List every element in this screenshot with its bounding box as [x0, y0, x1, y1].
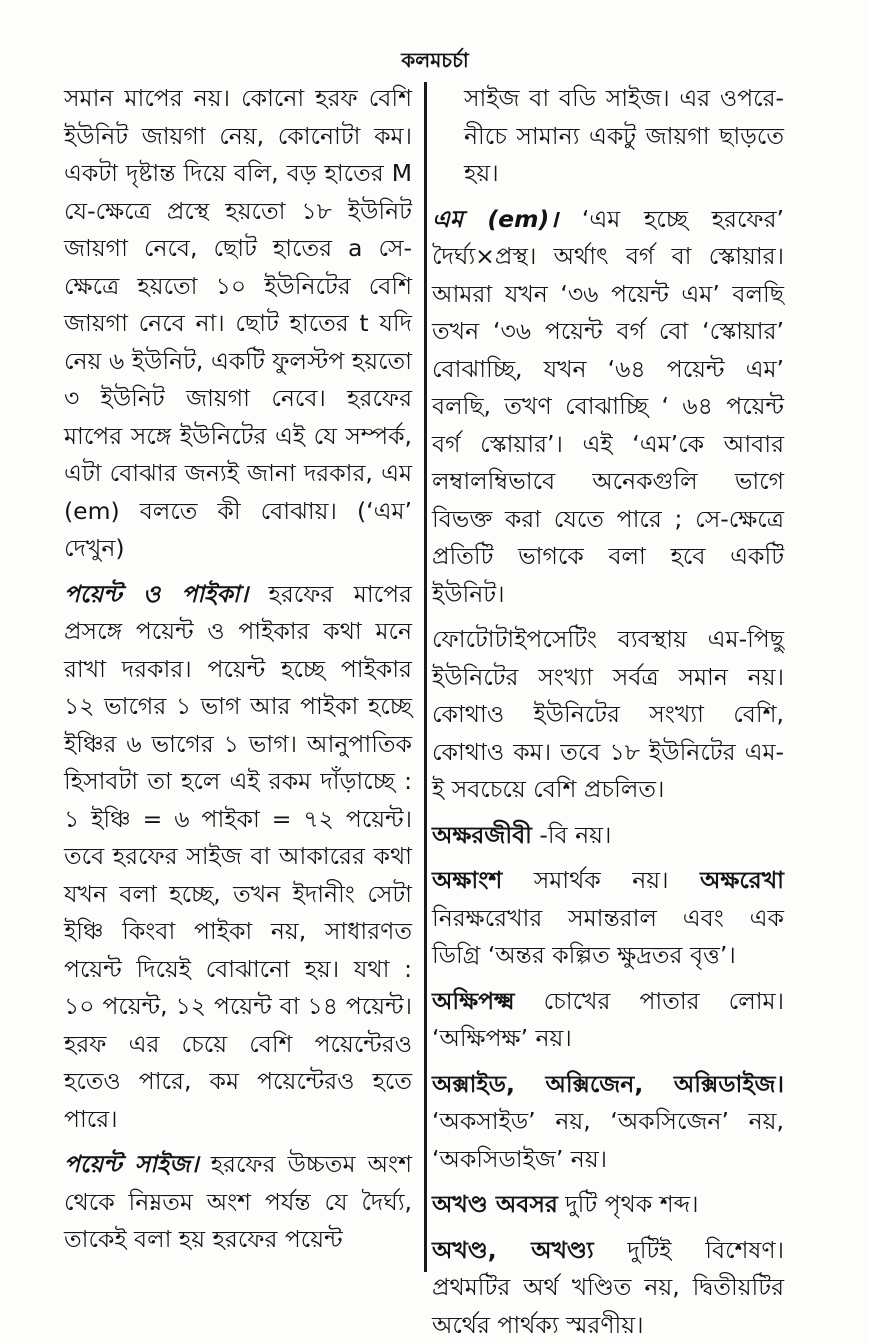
- column-divider: [424, 82, 427, 1272]
- entry-point-pica: [64, 576, 412, 1139]
- entry-text: হরফের উচ্চতম অংশ থেকে নিম্নতম অংশ পর্যন্ত যে দৈর্ঘ্য, তাকেই বলা হয় হরফের পয়েন্ট: [64, 1150, 412, 1253]
- running-head: কলমচর্চা: [0, 46, 870, 79]
- entry-headword: অখণ্ড, অখণ্ড্য: [432, 1236, 594, 1264]
- right-column: [432, 80, 784, 1344]
- entry-headword: অক্ষরেখা: [700, 866, 784, 894]
- entry-headword: পয়েন্ট সাইজ।: [64, 1150, 199, 1178]
- left-paragraph-1: সমান মাপের নয়। কোনো হরফ বেশি ইউনিট জায়গা নেয়, কোনোটা কম। একটা দৃষ্টান্ত দিয়ে বলি, বড় হাতের M যে-ক্ষেত্রে প্রস্থে হয়তো ১৮ ইউনিট জায়গা নেবে, ছোট হাতের a সে-ক্ষেত্রে হয়তো ১০ ইউনিটের বেশি জায়গা নেবে না। ছোট হাতের t যদি নেয় ৬ ইউনিট, একটি ফুলস্টপ হয়তো ৩ ইউনিট জায়গা নেবে। হরফের মাপের সঙ্গে ইউনিটের এই যে সম্পর্ক, এটা বোঝার জন্যই জানা দরকার, এম (em) বলতে কী বোঝায়। (‘এম’ দেখুন): [64, 80, 412, 568]
- entry-headword: অক্ষিপক্ষ্ম: [432, 987, 514, 1015]
- entry-text: ‘অকসাইড’ নয়, ‘অকসিজেন’ নয়, ‘অকসিডাইজ’ নয়।: [432, 1107, 784, 1173]
- entry-text: দুটি পৃথক শব্দ।: [565, 1190, 698, 1218]
- entry-headword: অক্সাইড, অক্সিজেন, অক্সিডাইজ।: [432, 1070, 784, 1098]
- entry-text: সমার্থক নয়।: [534, 866, 669, 894]
- entry-akhanda-abasar: [432, 1186, 784, 1224]
- entry-text: চোখের পাতার লোম। ‘অক্ষিপক্ষ’ নয়।: [432, 987, 784, 1053]
- left-column: [64, 80, 412, 1259]
- entry-text: নিরক্ষরেখার সমান্তরাল এবং এক ডিগ্রি ‘অন্তর কল্পিত ক্ষুদ্রতর বৃত্ত’।: [432, 904, 784, 970]
- entry-oxide: [432, 1066, 784, 1179]
- entry-point-size: [64, 1146, 412, 1259]
- entry-headword: পয়েন্ট ও পাইকা।: [64, 580, 248, 608]
- entry-text: হরফের মাপের প্রসঙ্গে পয়েন্ট ও পাইকার কথা মনে রাখা দরকার। পয়েন্ট হচ্ছে পাইকার ১২ ভাগের ১ ভাগ আর পাইকা হচ্ছে ইঞ্চির ৬ ভাগের ১ ভাগ। আনুপাতিক হিসাবটা তা হলে এই রকম দাঁড়াচ্ছে : ১ ইঞ্চি = ৬ পাইকা = ৭২ পয়েন্ট। তবে হরফের সাইজ বা আকারের কথা যখন বলা হচ্ছে, তখন ইদানীং সেটা ইঞ্চি কিংবা পাইকা নয়, সাধারণত পয়েন্ট দিয়েই বোঝানো হয়। যথা : ১০ পয়েন্ট, ১২ পয়েন্ট বা ১৪ পয়েন্ট। হরফ এর চেয়ে বেশি পয়েন্টেরও হতেও পারে, কম পয়েন্টেরও হতে পারে।: [64, 580, 412, 1133]
- entry-akshamsha: [432, 862, 784, 975]
- entry-akshipakshma: [432, 983, 784, 1058]
- entry-aksharajibi: [432, 817, 784, 855]
- entry-text: দুটিই বিশেষণ। প্রথমটির অর্থ খণ্ডিত নয়, দ্বিতীয়টির অর্থের পার্থক্য স্মরণীয়।: [432, 1236, 784, 1339]
- entry-headword: এম (em)।: [432, 205, 558, 233]
- entry-headword: অক্ষরজীবী: [432, 821, 532, 849]
- entry-text: -বি নয়।: [539, 821, 611, 849]
- entry-text: ‘এম হচ্ছে হরফের’ দৈর্ঘ্য×প্রস্থ। অর্থাৎ বর্গ বা স্কোয়ার। আমরা যখন ‘৩৬ পয়েন্ট এম’ বলছি তখন ‘৩৬ পয়েন্ট বর্গ বো ‘স্কোয়ার’ বোঝাচ্ছি, যখন ‘৬৪ পয়েন্ট এম’ বলছি, তখণ বোঝাচ্ছি ‘ ৬৪ পয়েন্ট বর্গ স্কোয়ার’। এই ‘এম’কে আবার লম্বালম্বিভাবে অনেকগুলি ভাগে বিভক্ত করা যেতে পারে ; সে-ক্ষেত্রে প্রতিটি ভাগকে বলা হবে একটি ইউনিট।: [432, 205, 784, 608]
- entry-headword: অখণ্ড অবসর: [432, 1190, 558, 1218]
- entry-headword: অক্ষাংশ: [432, 866, 502, 894]
- entry-em: [432, 201, 784, 614]
- entry-akhanda-akhandya: [432, 1232, 784, 1344]
- right-paragraph-1: সাইজ বা বডি সাইজ। এর ওপরে-নীচে সামান্য একটু জায়গা ছাড়তে হয়।: [432, 80, 784, 193]
- right-paragraph-phototypesetting: ফোটোটাইপসেটিং ব্যবস্থায় এম-পিছু ইউনিটের সংখ্যা সর্বত্র সমান নয়। কোথাও ইউনিটের সংখ্যা বেশি, কোথাও কম। তবে ১৮ ইউনিটের এম-ই সবচেয়ে বেশি প্রচলিত।: [432, 621, 784, 809]
